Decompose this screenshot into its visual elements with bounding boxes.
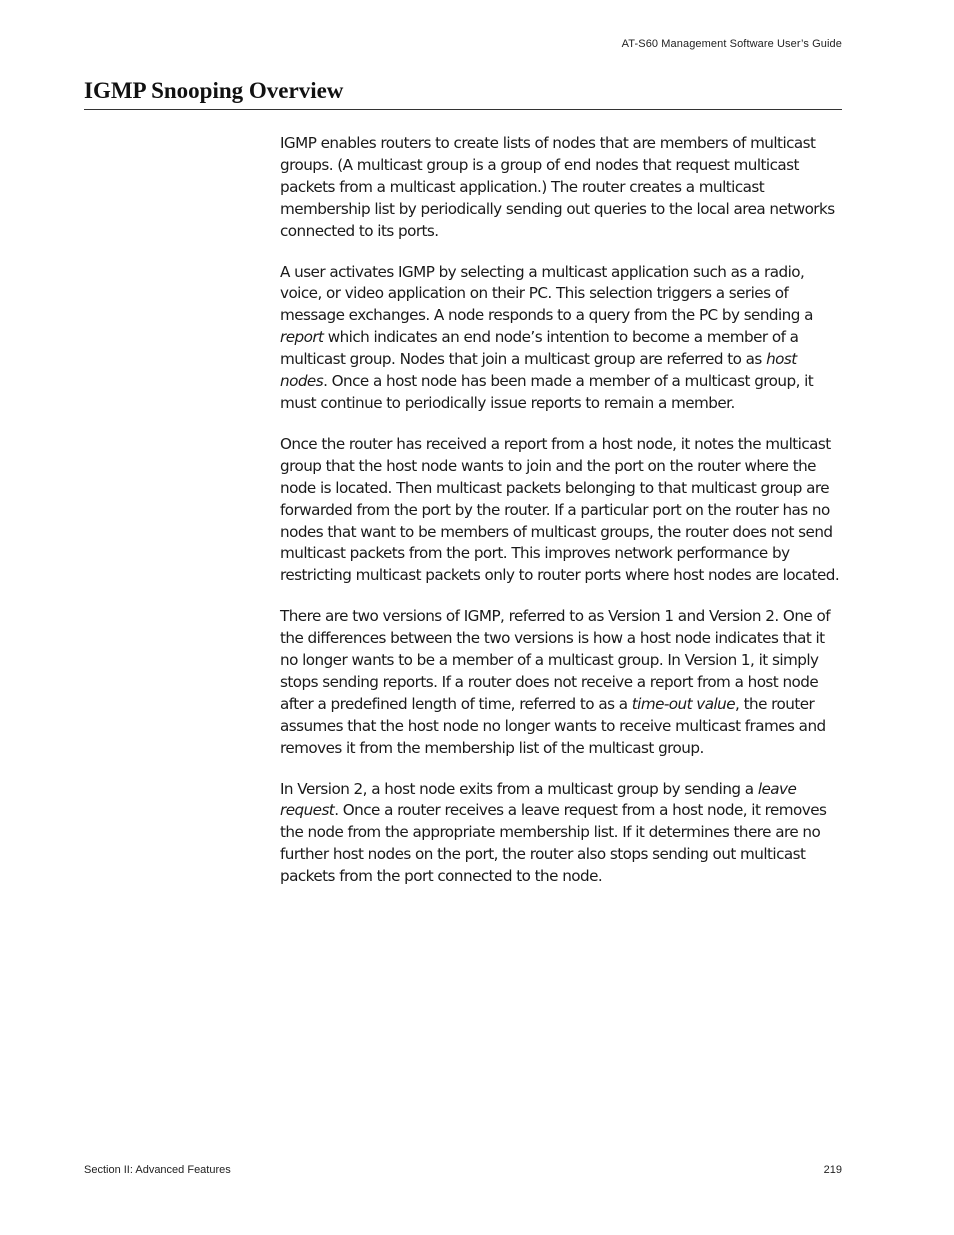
paragraph-text: . Once a host node has been made a member of a multicast group, it must continue to periodically issue reports to remain a member. <box>280 372 814 412</box>
paragraph-text: , the router assumes that the host node no longer wants to receive multicast frames and removes it from the membership list of the multicast group. <box>280 694 826 757</box>
paragraph-2 <box>280 262 842 415</box>
paragraph-4 <box>280 606 842 759</box>
title-rule <box>84 109 842 110</box>
term-time-out-value: time-out value <box>631 694 736 713</box>
term-leave-request: leave request <box>280 779 797 820</box>
term-report: report <box>280 328 324 347</box>
paragraph-text: . Once a router receives a leave request from a host node, it removes the node from the appropriate membership list. If it determines there are no further host nodes on the port, the router also stops sending out multicast packets from the port connected to the node. <box>280 801 827 886</box>
section-title: IGMP Snooping Overview <box>84 78 344 103</box>
footer-page-number: 219 <box>823 1164 842 1176</box>
paragraph-text: which indicates an end node’s intention to become a member of a multicast group. Nodes that join a multicast group are referred to as <box>280 328 799 369</box>
running-header: AT-S60 Management Software User’s Guide <box>621 38 842 50</box>
term-host-nodes: host nodes <box>280 350 797 391</box>
paragraph-text: In Version 2, a host node exits from a multicast group by sending a <box>280 779 758 798</box>
paragraph-3: Once the router has received a report from a host node, it notes the multicast group that the host node wants to join and the port on the router where the node is located. Then multicast packets belonging to that multicast group are forwarded from the port by the router. If a particular port on the router has no nodes that want to be members of multicast groups, the router does not send multicast packets from the port. This improves network performance by restricting multicast packets only to router ports where host nodes are located. <box>280 434 840 585</box>
paragraph-text: A user activates IGMP by selecting a multicast application such as a radio, voice, or video application on their PC. This selection triggers a series of message exchanges. A node responds to a query from the PC by sending a <box>280 262 813 325</box>
paragraph-5 <box>280 779 842 889</box>
paragraph-1: IGMP enables routers to create lists of nodes that are members of multicast groups. (A multicast group is a group of end nodes that request multicast packets from a multicast application.) The router creates a multicast membership list by periodically sending out queries to the local area networks connected to its ports. <box>280 134 835 240</box>
body-text <box>280 133 842 907</box>
footer-section-label: Section II: Advanced Features <box>84 1164 231 1176</box>
paragraph-text: There are two versions of IGMP, referred to as Version 1 and Version 2. One of the differences between the two versions is how a host node indicates that it no longer wants to be a member of a multicast group. In Version 1, it simply stops sending reports. If a router does not receive a report from a host node after a predefined length of time, referred to as a <box>280 607 831 713</box>
